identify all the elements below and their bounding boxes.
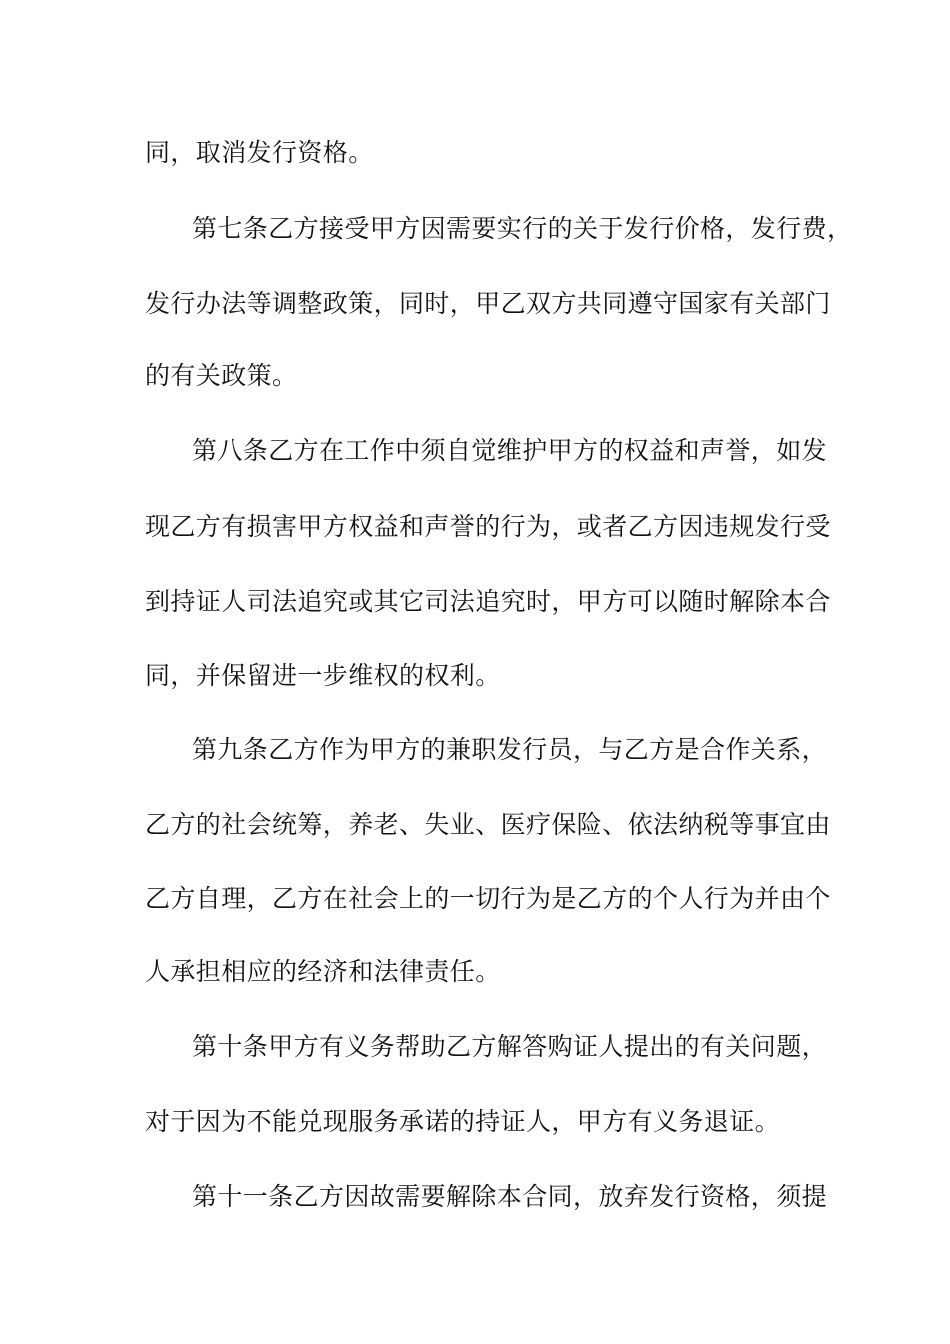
text-line: 发行办法等调整政策，同时，甲乙双方共同遵守国家有关部门 (145, 289, 831, 318)
paragraph-article-10-line: 第十条甲方有义务帮助乙方解答购证人提出的有关问题， (192, 1032, 828, 1061)
paragraph-article-11-line: 第十一条乙方因故需要解除本合同，放弃发行资格，须提 (192, 1182, 828, 1211)
text-line: 乙方自理，乙方在社会上的一切行为是乙方的个人行为并由个 (145, 884, 831, 913)
text-line: 乙方的社会统筹，养老、失业、医疗保险、依法纳税等事宜由 (145, 810, 831, 839)
text-line: 到持证人司法追究或其它司法追究时，甲方可以随时解除本合 (145, 587, 831, 616)
text-line: 对于因为不能兑现服务承诺的持证人，甲方有义务退证。 (145, 1107, 781, 1136)
text-line: 人承担相应的经济和法律责任。 (145, 957, 501, 986)
text-line: 同，并保留进一步维权的权利。 (145, 661, 501, 690)
text-line: 现乙方有损害甲方权益和声誉的行为，或者乙方因违规发行受 (145, 512, 831, 541)
text-line: 同，取消发行资格。 (145, 138, 374, 167)
text-line: 的有关政策。 (145, 361, 298, 390)
paragraph-article-9-line: 第九条乙方作为甲方的兼职发行员，与乙方是合作关系， (192, 735, 828, 764)
paragraph-article-7-line: 第七条乙方接受甲方因需要实行的关于发行价格，发行费， (192, 214, 853, 243)
paragraph-article-8-line: 第八条乙方在工作中须自觉维护甲方的权益和声誉，如发 (192, 436, 828, 465)
